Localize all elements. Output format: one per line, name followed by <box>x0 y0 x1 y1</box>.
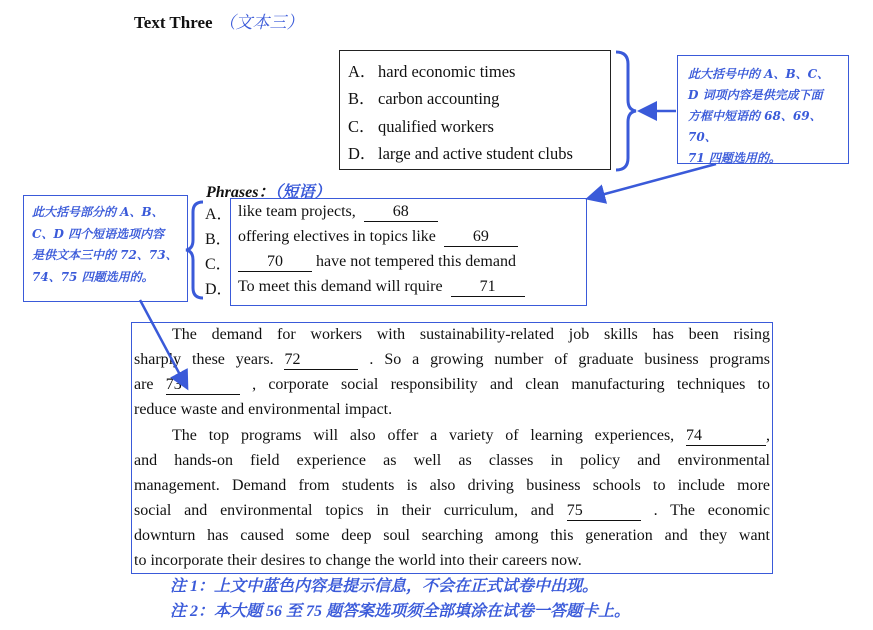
arrow-to-passage-icon <box>140 300 186 386</box>
blank-75[interactable]: 75 <box>567 503 641 521</box>
phrase-text: To meet this demand will rquire <box>238 278 447 295</box>
phrase-text: have not tempered this demand <box>312 253 516 270</box>
option-letter: B． <box>348 89 376 108</box>
phrase-text: offering electives in topics like <box>238 228 440 245</box>
passage-line: and hands-on field experience as well as classes in policy and environmental <box>134 452 770 469</box>
hint-line: C、D 四个短语选项内容 <box>32 226 165 241</box>
section-title-cn: （文本三） <box>218 13 304 32</box>
passage-text: . So a growing number of graduate business programs <box>369 351 771 368</box>
blank-73[interactable]: 73 <box>166 377 240 395</box>
passage-text: . The economic <box>653 502 770 519</box>
blank-68[interactable]: 68 <box>364 204 438 222</box>
blank-71[interactable]: 71 <box>451 279 525 297</box>
right-brace-icon <box>616 52 636 170</box>
hint-line: 此大括号中的 A、B、C、 <box>688 67 830 81</box>
hint-line: 71 四题选用的。 <box>688 151 781 165</box>
note-2: 注 2：本大题 56 至 75 题答案选项须全部填涂在试卷一答题卡上。 <box>170 603 631 620</box>
passage-text: social and environmental topics in their curriculum, and <box>134 502 567 519</box>
option-letter: A． <box>348 62 377 81</box>
phrase-letter-c: C． <box>205 256 232 273</box>
hint-line: 74、75 四题选用的。 <box>32 269 154 284</box>
option-text: hard economic times <box>378 62 516 81</box>
option-letter: D． <box>348 144 377 163</box>
passage-text: sharply these years. <box>134 351 285 368</box>
blank-69[interactable]: 69 <box>444 229 518 247</box>
section-title-en: Text Three <box>134 13 213 32</box>
passage-text: , <box>766 427 770 444</box>
passage-line: to incorporate their desires to change the world into their careers now. <box>134 552 582 569</box>
phrases-title-cn: （短语） <box>274 184 331 201</box>
option-text: large and active student clubs <box>378 144 573 163</box>
option-text: qualified workers <box>378 117 494 136</box>
passage-text: , corporate social responsibility and clean manufacturing techniques to <box>252 376 771 393</box>
blank-70[interactable]: 70 <box>238 254 312 272</box>
hint-line: 方框中短语的 68、69、70、 <box>688 109 822 144</box>
option-letter: C． <box>348 117 376 136</box>
passage-text: are <box>134 376 166 393</box>
passage-line: management. Demand from students is also driving business schools to include more <box>134 477 770 494</box>
blank-72[interactable]: 72 <box>284 352 358 370</box>
arrow-to-phrases-icon <box>590 164 716 198</box>
passage-text: The top programs will also offer a variety of learning experiences, <box>172 427 686 444</box>
blank-74[interactable]: 74 <box>686 428 766 446</box>
phrase-letter-a: A． <box>205 206 233 223</box>
phrase-text: like team projects, <box>238 203 360 220</box>
left-brace-icon <box>186 202 203 298</box>
note-1: 注 1：上文中蓝色内容是提示信息，不会在正式试卷中出现。 <box>170 578 599 595</box>
passage-line: reduce waste and environmental impact. <box>134 401 393 418</box>
phrase-letter-b: B． <box>205 231 232 248</box>
phrases-title-en: Phrases： <box>206 184 275 201</box>
hint-line: D 词项内容是供完成下面 <box>688 88 823 102</box>
phrase-letter-d: D． <box>205 281 233 298</box>
passage-line: The demand for workers with sustainability-related job skills has been rising <box>172 326 770 343</box>
option-text: carbon accounting <box>378 89 500 108</box>
hint-line: 此大括号部分的 A、B、 <box>32 205 164 219</box>
hint-line: 是供文本三中的 72、73、 <box>32 248 178 262</box>
passage-line: downturn has caused some deep soul searching among this generation and they want <box>134 527 770 544</box>
